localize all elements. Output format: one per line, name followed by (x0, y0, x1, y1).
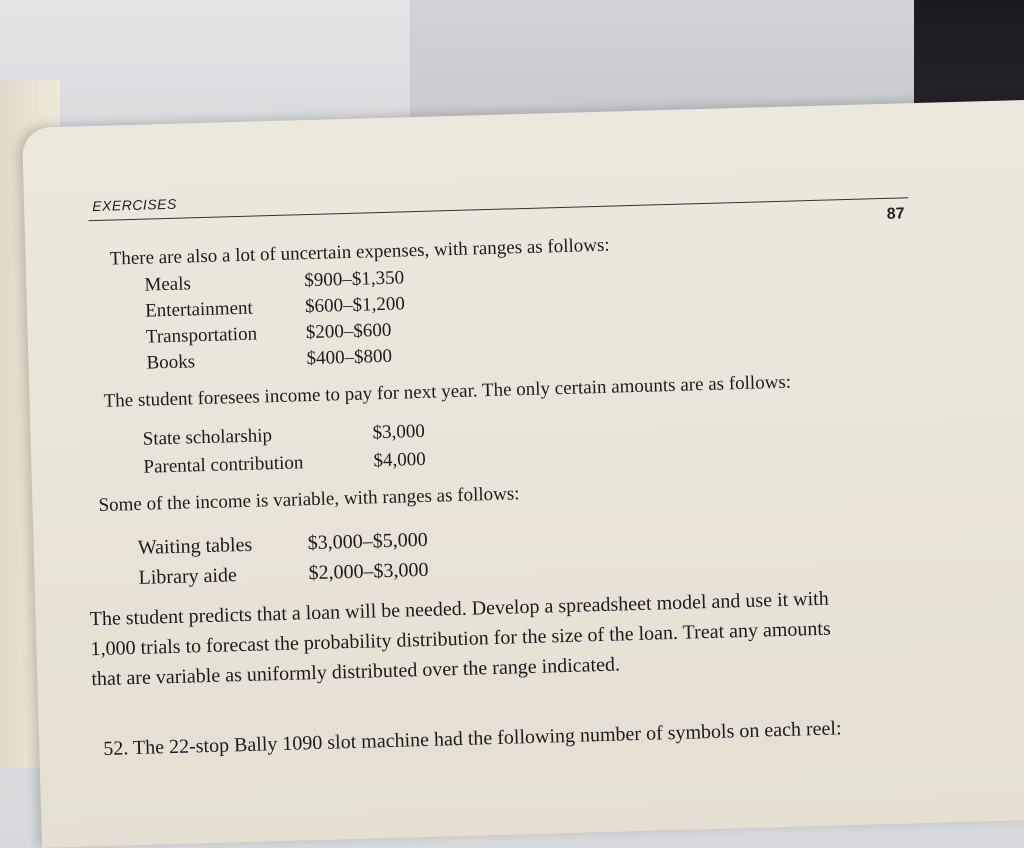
expense-range: $900–$1,350 (304, 267, 405, 292)
next-exercise-line: 52. The 22-stop Bally 1090 slot machine had the following number of symbols on each reel: (103, 717, 842, 760)
section-header: EXERCISES (91, 195, 178, 215)
income-amount: $4,000 (373, 448, 426, 472)
expense-label: Books (146, 351, 196, 374)
intro-paragraph: There are also a lot of uncertain expenses, with ranges as follows: (109, 234, 610, 270)
income-label: Waiting tables (137, 533, 253, 559)
header-rule (89, 197, 909, 221)
expense-label: Transportation (145, 323, 258, 348)
task-line-3: that are variable as uniformly distributed over the range indicated. (91, 653, 621, 691)
income-range: $3,000–$5,000 (307, 528, 428, 555)
income-range: $2,000–$3,000 (308, 558, 429, 585)
income-amount: $3,000 (372, 420, 426, 444)
task-line-2: 1,000 trials to forecast the probability distribution for the size of the loan. Treat any amounts (90, 617, 832, 661)
variable-income-paragraph: Some of the income is variable, with ranges as follows: (98, 483, 520, 517)
expense-label: Meals (144, 273, 192, 296)
income-paragraph: The student foresees income to pay for next year. The only certain amounts are as follows: (103, 371, 792, 412)
task-line-1: The student predicts that a loan will be needed. Develop a spreadsheet model and use it with (89, 587, 829, 631)
expense-label: Entertainment (144, 297, 254, 322)
income-label: Library aide (138, 564, 238, 589)
expense-range: $200–$600 (305, 319, 392, 344)
income-label: Parental contribution (143, 452, 304, 478)
book-page (22, 98, 1024, 847)
expense-range: $600–$1,200 (304, 293, 406, 318)
income-label: State scholarship (142, 425, 273, 450)
page-number: 87 (886, 205, 905, 223)
expense-range: $400–$800 (306, 345, 393, 370)
